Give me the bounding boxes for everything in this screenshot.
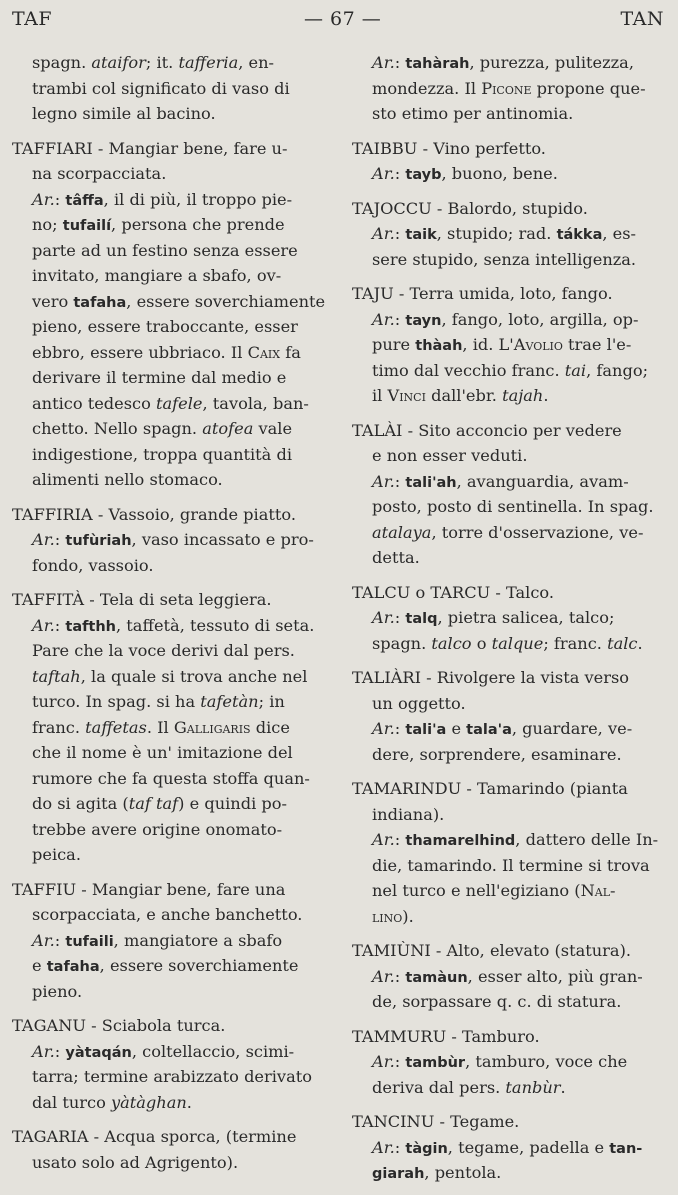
arabic-term: tali'ah bbox=[405, 474, 457, 491]
italic-term: talc bbox=[607, 633, 638, 653]
arabic-term: talq bbox=[405, 611, 438, 627]
text-line: Ar.: tayn, fango, loto, argilla, op- bbox=[372, 309, 639, 329]
arabic-term: tali'a bbox=[405, 722, 447, 738]
author-name: Nal- bbox=[580, 881, 616, 900]
author-name: Avolio bbox=[513, 335, 563, 354]
author-name: Galligaris bbox=[173, 717, 251, 737]
text-line: e tafaha, essere soverchiamente bbox=[32, 956, 299, 975]
entry-taganu bbox=[12, 1013, 324, 1115]
italic-term: talque bbox=[491, 633, 544, 653]
text-line: scorpacciata, e anche banchetto. bbox=[32, 905, 303, 924]
arabic-term: taik bbox=[405, 227, 437, 243]
text-line: Ar.: tahàrah, purezza, pulitezza, bbox=[372, 53, 634, 72]
arabic-term: tufùriah bbox=[65, 533, 132, 549]
running-head-right: TAN bbox=[620, 8, 664, 30]
arabic-term: tâffa bbox=[65, 192, 104, 209]
text-line: atalaya, torre d'osservazione, ve- bbox=[372, 522, 644, 542]
entry-tamiuni bbox=[352, 938, 664, 1015]
text-line: dere, sorprendere, esaminare. bbox=[372, 744, 622, 764]
author-name: lino bbox=[372, 906, 403, 926]
arabic-term: giarah bbox=[372, 1166, 425, 1182]
arabic-term: tàgin bbox=[405, 1140, 448, 1157]
text-line: antico tedesco tafele, tavola, ban- bbox=[32, 393, 309, 413]
italic-term: Ar. bbox=[32, 930, 55, 950]
italic-term: Ar. bbox=[32, 1041, 55, 1061]
text-line: TALCU o TARCU - Talco. bbox=[352, 582, 555, 602]
italic-term: tafele bbox=[156, 393, 203, 413]
text-line: Ar.: tali'a e tala'a, guardare, ve- bbox=[372, 719, 633, 738]
text-line: Ar.: talq, pietra salicea, talco; bbox=[372, 608, 615, 627]
text-line: usato solo ad Agrigento). bbox=[32, 1152, 239, 1172]
text-line: timo dal vecchio franc. tai, fango; bbox=[372, 360, 649, 380]
text-line: Ar.: tufùriah, vaso incassato e pro- bbox=[32, 530, 314, 549]
entry-taju bbox=[352, 281, 664, 409]
text-line: TAGANU - Sciabola turca. bbox=[12, 1016, 226, 1035]
page-number: — 67 — bbox=[304, 8, 382, 30]
italic-term: talco bbox=[431, 633, 472, 653]
italic-term: Ar. bbox=[372, 1052, 395, 1071]
italic-term: yàtàghan bbox=[110, 1092, 187, 1112]
arabic-term: tambùr bbox=[405, 1055, 466, 1071]
text-line: indiana). bbox=[372, 804, 445, 824]
italic-term: Ar. bbox=[372, 608, 395, 627]
italic-term: Ar. bbox=[32, 615, 55, 635]
text-line: fondo, vassoio. bbox=[32, 555, 154, 575]
text-line: chetto. Nello spagn. atofea vale bbox=[32, 419, 293, 438]
text-line: no; tufailí, persona che prende bbox=[32, 215, 285, 234]
arabic-term: tamàun bbox=[405, 969, 468, 986]
text-line: spagn. talco o talque; franc. talc. bbox=[372, 633, 643, 653]
arabic-term: tan- bbox=[609, 1140, 643, 1157]
entry-taffiria bbox=[12, 502, 324, 579]
text-line: spagn. ataifor; it. tafferia, en- bbox=[32, 53, 275, 72]
italic-term: taffetas bbox=[85, 717, 147, 737]
italic-term: Ar. bbox=[372, 719, 395, 738]
text-line: do si agita (taf taf) e quindi po- bbox=[32, 794, 287, 813]
entry-cont bbox=[352, 50, 664, 127]
text-line: che il nome è un' imitazione del bbox=[32, 743, 293, 762]
italic-term: Ar. bbox=[372, 966, 395, 986]
text-line: Ar.: tafthh, taffetà, tessuto di seta. bbox=[32, 615, 315, 635]
entry-taliari bbox=[352, 665, 664, 767]
text-line: deriva dal pers. tanbùr. bbox=[372, 1077, 566, 1097]
text-line: Ar.: tayb, buono, bene. bbox=[372, 164, 558, 183]
text-line: vero tafaha, essere soverchiamente bbox=[32, 291, 326, 311]
italic-term: atofea bbox=[202, 419, 254, 438]
text-line: franc. taffetas. Il Galligaris dice bbox=[32, 717, 290, 737]
text-line: TAMIÙNI - Alto, elevato (statura). bbox=[352, 941, 632, 960]
arabic-term: thàah bbox=[415, 338, 463, 354]
arabic-term: thamarelhind bbox=[405, 833, 516, 849]
text-line: TAIBBU - Vino perfetto. bbox=[352, 138, 546, 158]
arabic-term: tahàrah bbox=[405, 56, 470, 72]
text-line: legno simile al bacino. bbox=[32, 104, 216, 123]
arabic-term: tayb bbox=[405, 167, 442, 183]
text-line: Ar.: tàgin, tegame, padella e tan- bbox=[372, 1137, 643, 1157]
arabic-term: tafaha bbox=[73, 294, 127, 311]
italic-term: tafferia bbox=[178, 53, 239, 72]
text-line: de, sorpassare q. c. di statura. bbox=[372, 992, 622, 1011]
text-line: TAFFIARI - Mangiar bene, fare u- bbox=[12, 138, 288, 158]
arabic-term: tufaili bbox=[65, 933, 114, 950]
italic-term: ataifor bbox=[91, 53, 146, 72]
text-line: TAJU - Terra umida, loto, fango. bbox=[352, 284, 613, 303]
text-line: Ar.: tâffa, il di più, il troppo pie- bbox=[32, 189, 293, 209]
arabic-term: tufailí bbox=[62, 218, 112, 234]
author-name: Caix bbox=[247, 342, 281, 362]
text-line: dal turco yàtàghan. bbox=[32, 1092, 192, 1112]
arabic-term: tákka bbox=[556, 227, 603, 243]
text-line: rumore che fa questa stoffa quan- bbox=[32, 768, 310, 788]
text-line: TAFFIRIA - Vassoio, grande piatto. bbox=[12, 504, 296, 524]
entry-talcu bbox=[352, 580, 664, 657]
text-line: TAMMURU - Tamburo. bbox=[352, 1026, 540, 1046]
italic-term: taftah bbox=[32, 666, 81, 686]
text-line: turco. In spag. si ha tafetàn; in bbox=[32, 692, 285, 711]
entry-tamarindu bbox=[352, 776, 664, 929]
text-line: Ar.: yàtaqán, coltellaccio, scimi- bbox=[32, 1041, 295, 1061]
italic-term: tafetàn bbox=[200, 692, 259, 711]
arabic-term: tafthh bbox=[65, 618, 117, 635]
text-line: nel turco e nell'egiziano (Nal- bbox=[372, 881, 616, 900]
italic-term: tajah bbox=[502, 386, 544, 405]
italic-term: Ar. bbox=[372, 164, 395, 183]
text-line: taftah, la quale si trova anche nel bbox=[32, 666, 308, 686]
italic-term: atalaya bbox=[372, 522, 432, 542]
author-name: Picone bbox=[481, 78, 532, 98]
entry-taffiari bbox=[12, 136, 324, 493]
text-line: posto, posto di sentinella. In spag. bbox=[372, 497, 654, 516]
text-line: ebbro, essere ubbriaco. Il Caix fa bbox=[32, 342, 301, 362]
arabic-term: yàtaqán bbox=[65, 1044, 132, 1061]
text-line: giarah, pentola. bbox=[372, 1163, 502, 1182]
entry-taffita bbox=[12, 587, 324, 868]
italic-term: Ar. bbox=[372, 830, 395, 849]
entry-tammuru bbox=[352, 1024, 664, 1101]
text-line: e non esser veduti. bbox=[372, 446, 528, 465]
text-line: pieno. bbox=[32, 981, 83, 1001]
arabic-term: tayn bbox=[405, 312, 442, 329]
text-line: il Vinci dall'ebr. tajah. bbox=[372, 386, 549, 405]
text-line: alimenti nello stomaco. bbox=[32, 470, 223, 489]
text-line: tarra; termine arabizzato derivato bbox=[32, 1067, 312, 1086]
text-line: TANCINU - Tegame. bbox=[352, 1112, 520, 1131]
text-line: mondezza. Il Picone propone que- bbox=[372, 78, 646, 98]
left-column bbox=[12, 50, 324, 1184]
text-line: TAFFIU - Mangiar bene, fare una bbox=[12, 879, 286, 899]
text-line: pure thàah, id. L'Avolio trae l'e- bbox=[372, 335, 632, 354]
author-name: Vinci bbox=[387, 386, 426, 405]
text-line: Ar.: tali'ah, avanguardia, avam- bbox=[372, 471, 629, 491]
text-line: Ar.: taik, stupido; rad. tákka, es- bbox=[372, 224, 637, 243]
italic-term: taf taf bbox=[128, 794, 179, 813]
text-line: Ar.: tamàun, esser alto, più gran- bbox=[372, 966, 643, 986]
text-line: sto etimo per antinomia. bbox=[372, 104, 574, 123]
text-line: Ar.: tufaili, mangiatore a sbafo bbox=[32, 930, 283, 950]
text-line: pieno, essere traboccante, esser bbox=[32, 317, 298, 336]
italic-term: Ar. bbox=[372, 224, 395, 243]
text-line: TAMARINDU - Tamarindo (pianta bbox=[352, 779, 628, 798]
text-line: lino). bbox=[372, 906, 414, 926]
arabic-term: tafaha bbox=[46, 959, 100, 975]
text-line: die, tamarindo. Il termine si trova bbox=[372, 855, 650, 875]
text-line: Ar.: tambùr, tamburo, voce che bbox=[372, 1052, 628, 1071]
italic-term: tanbùr bbox=[505, 1077, 561, 1097]
right-column bbox=[352, 50, 664, 1195]
italic-term: Ar. bbox=[32, 189, 55, 209]
italic-term: Ar. bbox=[32, 530, 55, 549]
text-line: trebbe avere origine onomato- bbox=[32, 819, 283, 839]
italic-term: Ar. bbox=[372, 471, 395, 491]
entry-tagaria bbox=[12, 1124, 324, 1175]
text-line: TAJOCCU - Balordo, stupido. bbox=[352, 198, 588, 218]
italic-term: tai bbox=[564, 360, 587, 380]
text-line: indigestione, troppa quantità di bbox=[32, 444, 293, 464]
italic-term: Ar. bbox=[372, 309, 395, 329]
entry-tajoccu bbox=[352, 196, 664, 273]
italic-term: Ar. bbox=[372, 1137, 395, 1157]
text-line: Pare che la voce derivi dal pers. bbox=[32, 641, 295, 660]
text-line: TALIÀRI - Rivolgere la vista verso bbox=[352, 668, 630, 687]
entry-tancinu bbox=[352, 1109, 664, 1186]
text-line: peica. bbox=[32, 845, 81, 864]
entry-taffiu bbox=[12, 877, 324, 1005]
arabic-term: tala'a bbox=[466, 722, 512, 738]
text-line: TAGARIA - Acqua sporca, (termine bbox=[12, 1127, 297, 1146]
text-line: TAFFITÀ - Tela di seta leggiera. bbox=[12, 590, 272, 609]
text-line: trambi col significato di vaso di bbox=[32, 78, 290, 98]
italic-term: Ar. bbox=[372, 53, 395, 72]
text-line: na scorpacciata. bbox=[32, 164, 167, 183]
text-line: TALÀI - Sito acconcio per vedere bbox=[352, 420, 622, 440]
entry-taibbu bbox=[352, 136, 664, 187]
text-line: sere stupido, senza intelligenza. bbox=[372, 249, 637, 269]
running-head-left: TAF bbox=[12, 8, 53, 30]
text-line: derivare il termine dal medio e bbox=[32, 368, 287, 387]
entry-cont bbox=[12, 50, 324, 127]
text-line: Ar.: thamarelhind, dattero delle In- bbox=[372, 830, 659, 849]
entry-talai bbox=[352, 418, 664, 571]
text-line: parte ad un festino senza essere bbox=[32, 240, 298, 260]
text-line: invitato, mangiare a sbafo, ov- bbox=[32, 266, 282, 285]
text-line: detta. bbox=[372, 548, 420, 567]
text-line: un oggetto. bbox=[372, 693, 466, 713]
